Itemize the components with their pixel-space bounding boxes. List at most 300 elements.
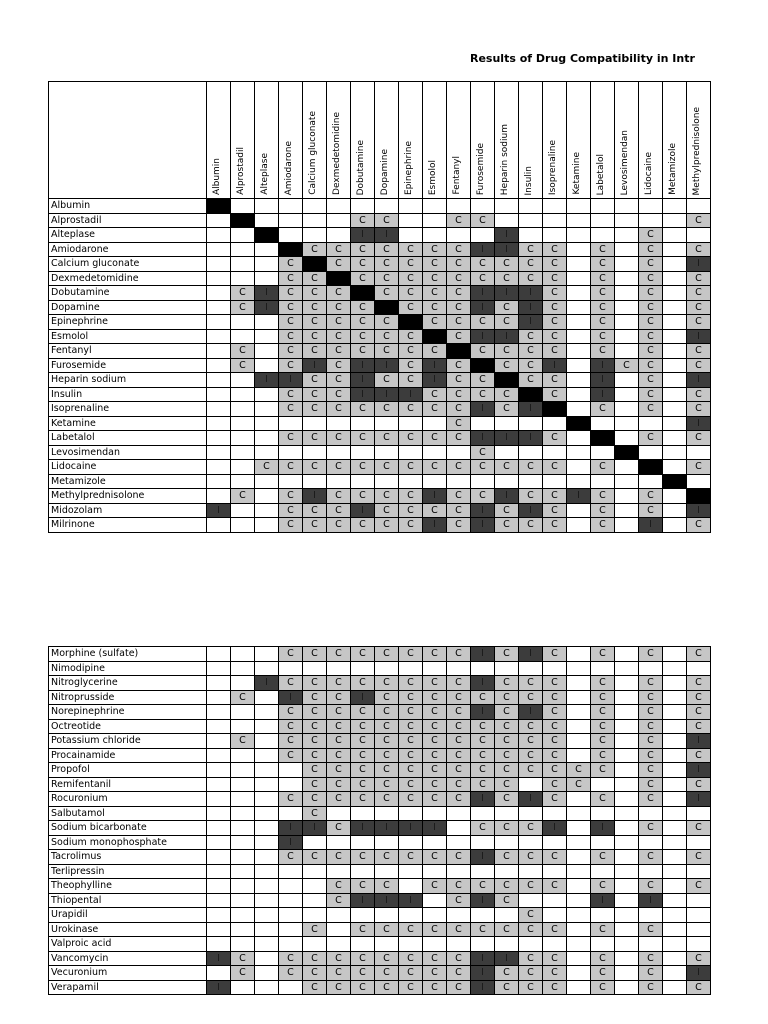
compatible-cell: C [279, 402, 303, 417]
empty-cell [255, 257, 279, 272]
compatible-cell: C [327, 518, 351, 533]
empty-cell [231, 937, 255, 952]
empty-cell [615, 431, 639, 446]
empty-cell [687, 908, 711, 923]
compatible-cell: C [471, 763, 495, 778]
compatible-cell: C [447, 734, 471, 749]
compatible-cell: C [543, 792, 567, 807]
empty-cell [231, 893, 255, 908]
diagonal-cell [615, 445, 639, 460]
empty-cell [615, 199, 639, 214]
compatible-cell: C [351, 734, 375, 749]
compatible-cell: C [447, 271, 471, 286]
compatible-cell: C [447, 518, 471, 533]
table-row [49, 661, 711, 676]
incompatible-cell: I [687, 792, 711, 807]
compatible-cell: C [423, 286, 447, 301]
compatible-cell: C [639, 647, 663, 662]
empty-cell [567, 271, 591, 286]
compatible-cell: C [279, 431, 303, 446]
compatible-cell: C [471, 213, 495, 228]
empty-cell [279, 893, 303, 908]
empty-cell [231, 879, 255, 894]
empty-cell [327, 474, 351, 489]
empty-cell [687, 864, 711, 879]
compatible-cell: C [639, 748, 663, 763]
compatible-cell: C [231, 734, 255, 749]
incompatible-cell: I [423, 358, 447, 373]
table-row [49, 676, 711, 691]
column-header [207, 82, 231, 199]
incompatible-cell: I [351, 503, 375, 518]
empty-cell [495, 835, 519, 850]
empty-cell [255, 387, 279, 402]
empty-cell [615, 257, 639, 272]
compatible-cell: C [303, 300, 327, 315]
empty-cell [471, 937, 495, 952]
empty-cell [231, 763, 255, 778]
empty-cell [231, 431, 255, 446]
incompatible-cell: I [471, 893, 495, 908]
empty-cell [303, 893, 327, 908]
compatible-cell: C [591, 344, 615, 359]
compatible-cell: C [639, 719, 663, 734]
compatible-cell: C [375, 329, 399, 344]
column-header-label: Alteplase [260, 153, 270, 195]
drug-name: Tacrolimus [49, 850, 207, 865]
empty-cell [447, 661, 471, 676]
compatible-cell: C [303, 763, 327, 778]
empty-cell [279, 980, 303, 995]
compatible-cell: C [447, 431, 471, 446]
empty-cell [615, 329, 639, 344]
empty-cell [519, 661, 543, 676]
compatible-cell: C [447, 980, 471, 995]
compatible-cell: C [423, 792, 447, 807]
empty-cell [255, 242, 279, 257]
compatible-cell: C [471, 445, 495, 460]
compatible-cell: C [303, 922, 327, 937]
compatible-cell: C [495, 705, 519, 720]
empty-cell [351, 835, 375, 850]
empty-cell [255, 835, 279, 850]
incompatible-cell: I [519, 792, 543, 807]
empty-cell [615, 387, 639, 402]
column-header-label: Esmolol [428, 159, 438, 195]
incompatible-cell: I [207, 503, 231, 518]
compatible-cell: C [303, 503, 327, 518]
empty-cell [591, 908, 615, 923]
compatible-cell: C [303, 460, 327, 475]
compatible-cell: C [351, 344, 375, 359]
compatible-cell: C [279, 705, 303, 720]
compatible-cell: C [591, 489, 615, 504]
compatible-cell: C [399, 734, 423, 749]
compatible-cell: C [423, 242, 447, 257]
empty-cell [207, 690, 231, 705]
drug-name: Milrinone [49, 518, 207, 533]
empty-cell [519, 937, 543, 952]
table-row [49, 474, 711, 489]
drug-name: Valproic acid [49, 937, 207, 952]
compatible-cell: C [231, 489, 255, 504]
empty-cell [399, 199, 423, 214]
compatible-cell: C [399, 792, 423, 807]
empty-cell [687, 199, 711, 214]
compatible-cell: C [687, 242, 711, 257]
empty-cell [519, 445, 543, 460]
compatible-cell: C [495, 387, 519, 402]
empty-cell [591, 937, 615, 952]
empty-cell [279, 199, 303, 214]
compatible-cell: C [591, 850, 615, 865]
compatible-cell: C [351, 763, 375, 778]
compatible-cell: C [471, 460, 495, 475]
empty-cell [663, 213, 687, 228]
incompatible-cell: I [279, 835, 303, 850]
compatible-cell: C [351, 460, 375, 475]
compatible-cell: C [591, 676, 615, 691]
incompatible-cell: I [303, 489, 327, 504]
compatible-cell: C [327, 402, 351, 417]
empty-cell [327, 864, 351, 879]
compatible-cell: C [327, 503, 351, 518]
empty-cell [567, 734, 591, 749]
table-row [49, 734, 711, 749]
empty-cell [207, 213, 231, 228]
compatible-cell: C [639, 503, 663, 518]
column-header [567, 82, 591, 199]
empty-cell [423, 199, 447, 214]
compatible-cell: C [687, 518, 711, 533]
empty-cell [615, 748, 639, 763]
table-row [49, 763, 711, 778]
empty-cell [231, 460, 255, 475]
empty-cell [255, 821, 279, 836]
empty-cell [519, 777, 543, 792]
compatible-cell: C [639, 792, 663, 807]
compatible-cell: C [279, 518, 303, 533]
incompatible-cell: I [303, 821, 327, 836]
empty-cell [567, 705, 591, 720]
incompatible-cell: I [687, 416, 711, 431]
empty-cell [279, 937, 303, 952]
compatible-cell: C [543, 257, 567, 272]
empty-cell [663, 966, 687, 981]
empty-cell [615, 271, 639, 286]
compatible-cell: C [375, 489, 399, 504]
incompatible-cell: I [351, 373, 375, 388]
compatible-cell: C [399, 951, 423, 966]
compatible-cell: C [327, 879, 351, 894]
compatible-cell: C [351, 213, 375, 228]
diagonal-cell [687, 489, 711, 504]
empty-cell [255, 329, 279, 344]
empty-cell [663, 460, 687, 475]
compatible-cell: C [519, 734, 543, 749]
empty-cell [423, 416, 447, 431]
empty-cell [639, 416, 663, 431]
compatible-cell: C [351, 257, 375, 272]
empty-cell [399, 474, 423, 489]
empty-cell [207, 271, 231, 286]
empty-cell [567, 821, 591, 836]
empty-cell [207, 719, 231, 734]
empty-cell [255, 271, 279, 286]
compatible-cell: C [543, 286, 567, 301]
compatible-cell: C [591, 518, 615, 533]
empty-cell [231, 821, 255, 836]
compatible-cell: C [279, 257, 303, 272]
column-header [399, 82, 423, 199]
empty-cell [663, 850, 687, 865]
empty-cell [663, 879, 687, 894]
compatible-cell: C [327, 734, 351, 749]
empty-cell [207, 734, 231, 749]
drug-name: Calcium gluconate [49, 257, 207, 272]
compatible-cell: C [687, 460, 711, 475]
column-header [279, 82, 303, 199]
incompatible-cell: I [591, 373, 615, 388]
drug-name: Verapamil [49, 980, 207, 995]
empty-cell [495, 474, 519, 489]
compatible-cell: C [519, 821, 543, 836]
empty-cell [663, 719, 687, 734]
compatible-cell: C [495, 271, 519, 286]
empty-cell [231, 719, 255, 734]
compatible-cell: C [423, 777, 447, 792]
empty-cell [423, 445, 447, 460]
compatible-cell: C [591, 257, 615, 272]
compatible-cell: C [351, 951, 375, 966]
compatible-cell: C [423, 966, 447, 981]
diagonal-cell [231, 213, 255, 228]
table-row [49, 257, 711, 272]
compatible-cell: C [447, 503, 471, 518]
empty-cell [543, 864, 567, 879]
empty-cell [279, 806, 303, 821]
empty-cell [207, 489, 231, 504]
empty-cell [615, 864, 639, 879]
compatible-cell: C [399, 763, 423, 778]
compatible-cell: C [327, 951, 351, 966]
empty-cell [639, 199, 663, 214]
empty-cell [231, 474, 255, 489]
empty-cell [567, 344, 591, 359]
compatible-cell: C [351, 271, 375, 286]
empty-cell [279, 908, 303, 923]
compatible-cell: C [303, 387, 327, 402]
compatible-cell: C [375, 315, 399, 330]
diagonal-cell [639, 460, 663, 475]
empty-cell [519, 474, 543, 489]
incompatible-cell: I [687, 966, 711, 981]
empty-cell [207, 879, 231, 894]
empty-cell [303, 474, 327, 489]
empty-cell [567, 228, 591, 243]
empty-cell [207, 835, 231, 850]
compatible-cell: C [399, 300, 423, 315]
empty-cell [423, 835, 447, 850]
compatible-cell: C [447, 300, 471, 315]
table-row [49, 402, 711, 417]
empty-cell [663, 835, 687, 850]
drug-name: Metamizole [49, 474, 207, 489]
empty-cell [639, 474, 663, 489]
empty-cell [447, 821, 471, 836]
compatible-cell: C [327, 792, 351, 807]
empty-cell [255, 777, 279, 792]
compatible-cell: C [231, 951, 255, 966]
empty-cell [375, 199, 399, 214]
compatible-cell: C [303, 792, 327, 807]
empty-cell [207, 286, 231, 301]
empty-cell [639, 661, 663, 676]
empty-cell [207, 864, 231, 879]
empty-cell [615, 980, 639, 995]
drug-name: Procainamide [49, 748, 207, 763]
compatible-cell: C [591, 690, 615, 705]
empty-cell [279, 879, 303, 894]
incompatible-cell: I [519, 315, 543, 330]
drug-name: Dopamine [49, 300, 207, 315]
empty-cell [303, 445, 327, 460]
incompatible-cell: I [543, 358, 567, 373]
compatible-cell: C [327, 242, 351, 257]
compatible-cell: C [231, 300, 255, 315]
incompatible-cell: I [687, 329, 711, 344]
empty-cell [351, 908, 375, 923]
empty-cell [567, 690, 591, 705]
column-header-label: Dobutamine [356, 139, 366, 195]
empty-cell [423, 908, 447, 923]
compatible-cell: C [543, 951, 567, 966]
table-row [49, 518, 711, 533]
empty-cell [255, 474, 279, 489]
table-row [49, 445, 711, 460]
incompatible-cell: I [519, 402, 543, 417]
compatible-cell: C [447, 329, 471, 344]
empty-cell [615, 518, 639, 533]
empty-cell [543, 893, 567, 908]
column-header-label: Isoprenaline [548, 139, 558, 195]
compatible-cell: C [279, 792, 303, 807]
incompatible-cell: I [471, 286, 495, 301]
incompatible-cell: I [495, 431, 519, 446]
compatible-cell: C [687, 271, 711, 286]
compatible-cell: C [423, 763, 447, 778]
compatible-cell: C [375, 518, 399, 533]
compatible-cell: C [687, 777, 711, 792]
compatible-cell: C [495, 922, 519, 937]
incompatible-cell: I [471, 792, 495, 807]
compatible-cell: C [543, 850, 567, 865]
empty-cell [327, 416, 351, 431]
compatible-cell: C [471, 315, 495, 330]
empty-cell [639, 213, 663, 228]
empty-cell [207, 777, 231, 792]
empty-cell [687, 474, 711, 489]
empty-cell [567, 358, 591, 373]
compatible-cell: C [519, 951, 543, 966]
compatible-cell: C [399, 748, 423, 763]
empty-cell [663, 792, 687, 807]
empty-cell [615, 777, 639, 792]
column-header-label: Furosemide [476, 142, 486, 195]
empty-cell [327, 835, 351, 850]
compatible-cell: C [279, 300, 303, 315]
compatible-cell: C [495, 748, 519, 763]
column-header-label: Calcium gluconate [308, 111, 318, 195]
empty-cell [207, 763, 231, 778]
compatible-cell: C [447, 893, 471, 908]
compatible-cell: C [495, 980, 519, 995]
empty-cell [663, 358, 687, 373]
compatible-cell: C [591, 647, 615, 662]
empty-cell [663, 431, 687, 446]
incompatible-cell: I [375, 358, 399, 373]
compatible-cell: C [687, 402, 711, 417]
drug-name: Nitroglycerine [49, 676, 207, 691]
incompatible-cell: I [399, 821, 423, 836]
incompatible-cell: I [687, 763, 711, 778]
incompatible-cell: I [471, 329, 495, 344]
compatible-cell: C [639, 850, 663, 865]
compatible-cell: C [303, 271, 327, 286]
empty-cell [615, 661, 639, 676]
compatible-cell: C [447, 402, 471, 417]
empty-cell [663, 257, 687, 272]
empty-cell [279, 922, 303, 937]
compatible-cell: C [495, 966, 519, 981]
compatible-cell: C [399, 850, 423, 865]
empty-cell [663, 748, 687, 763]
empty-cell [303, 228, 327, 243]
table-row [49, 329, 711, 344]
empty-cell [231, 257, 255, 272]
empty-cell [279, 213, 303, 228]
empty-cell [663, 864, 687, 879]
empty-cell [255, 647, 279, 662]
empty-cell [567, 893, 591, 908]
compatible-cell: C [495, 777, 519, 792]
empty-cell [423, 864, 447, 879]
empty-cell [567, 937, 591, 952]
empty-cell [447, 908, 471, 923]
column-header-label: Heparin sodium [500, 123, 510, 195]
table-row [49, 690, 711, 705]
compatible-cell: C [375, 242, 399, 257]
compatible-cell: C [591, 329, 615, 344]
table-row [49, 864, 711, 879]
compatible-cell: C [591, 402, 615, 417]
table-row [49, 271, 711, 286]
empty-cell [255, 661, 279, 676]
column-header [687, 82, 711, 199]
empty-cell [231, 835, 255, 850]
empty-cell [207, 661, 231, 676]
empty-cell [279, 445, 303, 460]
empty-cell [207, 228, 231, 243]
empty-cell [663, 373, 687, 388]
incompatible-cell: I [471, 966, 495, 981]
compatible-cell: C [447, 719, 471, 734]
compatible-cell: C [327, 719, 351, 734]
compatible-cell: C [639, 271, 663, 286]
empty-cell [255, 344, 279, 359]
empty-cell [615, 315, 639, 330]
compatible-cell: C [399, 966, 423, 981]
